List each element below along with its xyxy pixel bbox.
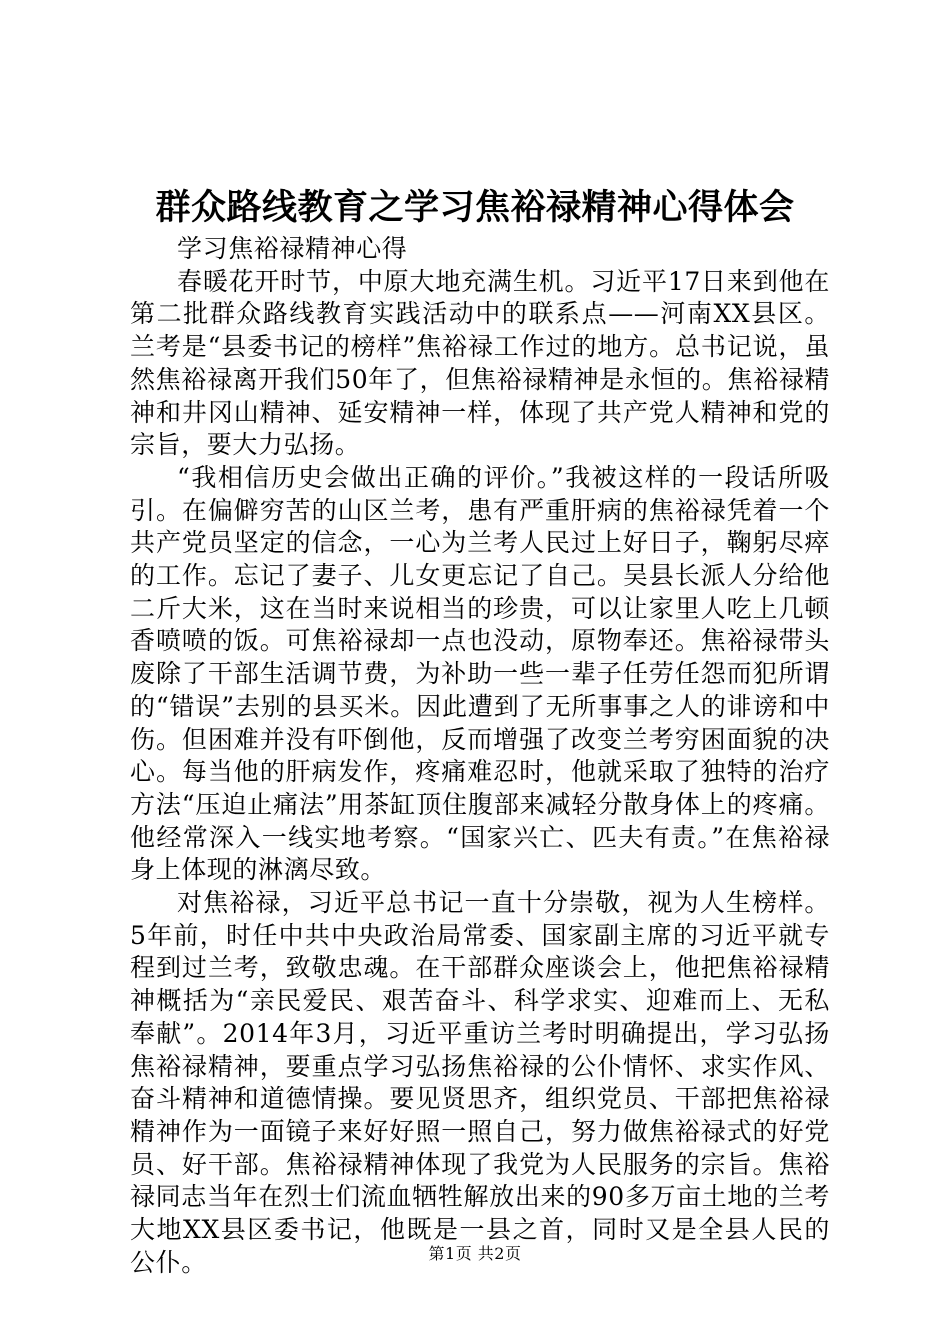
paragraph-1: 春暖花开时节，中原大地充满生机。习近平17日来到他在第二批群众路线教育实践活动中的联系点——河南XX县区。兰考是“县委书记的榜样”焦裕禄工作过的地方。总书记说，虽然焦裕禄离开我们50年了，但焦裕禄精神是永恒的。焦裕禄精神和井冈山精神、延安精神一样，体现了共产党人精神和党的宗旨，要大力弘扬。 xyxy=(130,266,830,460)
document-title: 群众路线教育之学习焦裕禄精神心得体会 xyxy=(155,188,795,228)
page-footer: 第1页 共2页 xyxy=(428,1244,522,1263)
paragraph-3: 对焦裕禄，习近平总书记一直十分崇敬，视为人生榜样。5年前，时任中共中央政治局常委、国家副主席的习近平就专程到过兰考，致敬忠魂。在干部群众座谈会上，他把焦裕禄精神概括为“亲民爱民、艰苦奋斗、科学求实、迎难而上、无私奉献”。2014年3月，习近平重访兰考时明确提出，学习弘扬焦裕禄精神，要重点学习弘扬焦裕禄的公仆情怀、求实作风、奋斗精神和道德情操。要见贤思齐，组织党员、干部把焦裕禄精神作为一面镜子来好好照一照自己，努力做焦裕禄式的好党员、好干部。焦裕禄精神体现了我党为人民服务的宗旨。焦裕禄同志当年在烈士们流血牺牲解放出来的90多万亩土地的兰考大地XX县区委书记，他既是一县之首，同时又是全县人民的公仆。 xyxy=(130,888,830,1277)
document-body xyxy=(130,233,830,1280)
paragraph-2: “我相信历史会做出正确的评价。”我被这样的一段话所吸引。在偏僻穷苦的山区兰考，患有严重肝病的焦裕禄凭着一个共产党员坚定的信念，一心为兰考人民过上好日子，鞠躬尽瘁的工作。忘记了妻子、儿女更忘记了自己。吴县长派人分给他二斤大米，这在当时来说相当的珍贵，可以让家里人吃上几顿香喷喷的饭。可焦裕禄却一点也没动，原物奉还。焦裕禄带头废除了干部生活调节费，为补助一些一辈子任劳任怨而犯所谓的“错误”去别的县买米。因此遭到了无所事事之人的诽谤和中伤。但困难并没有吓倒他，反而增强了改变兰考穷困面貌的决心。每当他的肝病发作，疼痛难忍时，他就采取了独特的治疗方法“压迫止痛法”用茶缸顶住腹部来减轻分散身体上的疼痛。他经常深入一线实地考察。“国家兴亡、匹夫有责。”在焦裕禄身上体现的淋漓尽致。 xyxy=(130,462,830,885)
document-subtitle: 学习焦裕禄精神心得 xyxy=(177,234,408,263)
